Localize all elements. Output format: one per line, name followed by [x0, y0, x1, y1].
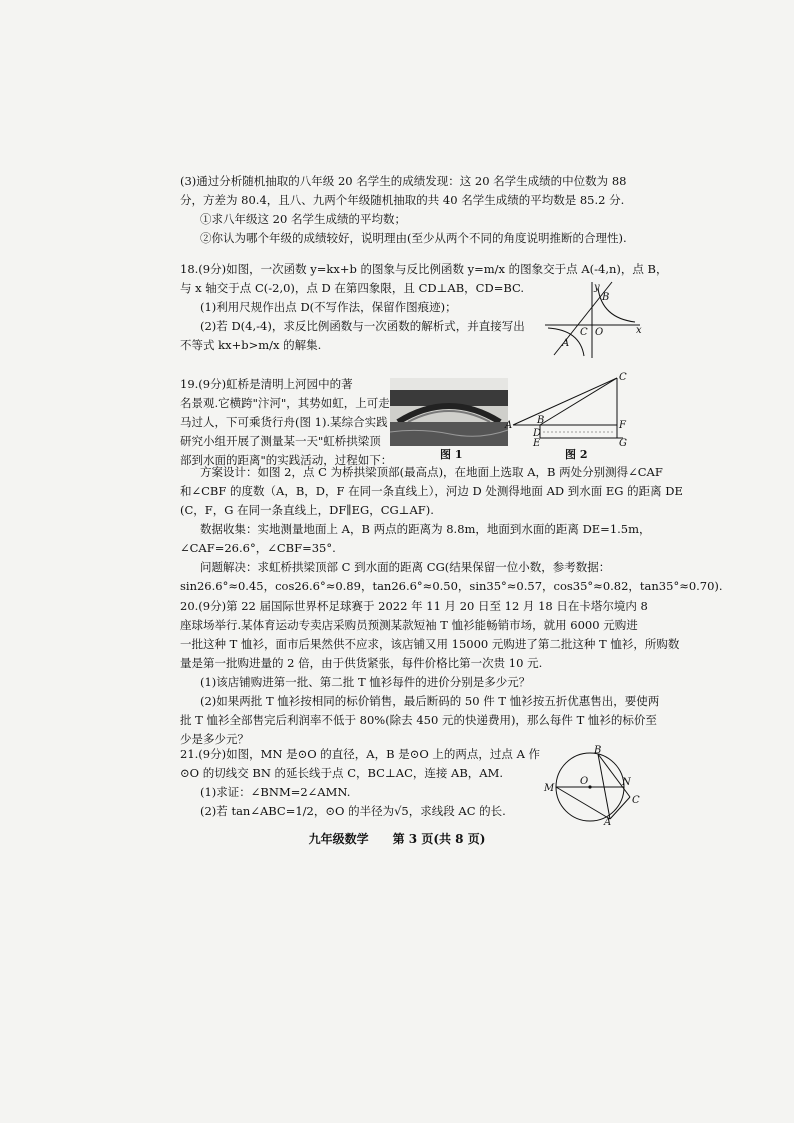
q19-label-b: B [537, 415, 545, 426]
q21-line-1: 21.(9分)如图，MN 是⊙O 的直径，A，B 是⊙O 上的两点，过点 A 作 [180, 747, 541, 761]
q19-full-line-3: (C，F，G 在同一条直线上，DF∥EG，CG⊥AF). [180, 503, 434, 517]
q19-full-line-6: 问题解决：求虹桥拱梁顶部 C 到水面的距离 CG(结果保留一位小数，参考数据： [200, 560, 611, 574]
q18-line-2: 与 x 轴交于点 C(-2,0)，点 D 在第四象限，且 CD⊥AB，CD=BC. [180, 281, 525, 295]
q20-line-2: 座球场举行.某体育运动专卖店采购员预测某款短袖 T 恤衫能畅销市场，就用 6000 元购进 [180, 618, 638, 632]
q19-label-d: D [533, 428, 542, 439]
q19-full-line-4: 数据收集：实地测量地面上 A，B 两点的距离为 8.8m，地面到水面的距离 DE=1.5m， [200, 522, 651, 536]
question-19-intro [180, 375, 393, 470]
q21-label-n: N [622, 777, 631, 788]
q19-label-c: C [619, 372, 627, 383]
q19-triangle-figure [505, 370, 635, 450]
bridge-photo-figure [390, 378, 508, 446]
q19-line-5: 部到水面的距离"的实践活动，过程如下： [180, 453, 393, 467]
q18-label-c: C [580, 327, 588, 338]
q18-line-3: (1)利用尺规作出点 D(不写作法，保留作图痕迹)； [200, 300, 457, 314]
q19-label-a: A [505, 420, 513, 431]
q18-label-o: O [595, 327, 604, 338]
q18-label-b: B [602, 292, 610, 303]
q21-label-b: B [594, 745, 602, 756]
question-21 [180, 745, 545, 821]
q21-line-2: ⊙O 的切线交 BN 的延长线于点 C，BC⊥AC，连接 AB，AM. [180, 766, 504, 780]
q20-line-4: 量是第一批购进量的 2 倍，由于供货紧张，每件价格比第一次贵 10 元. [180, 656, 543, 670]
q17-line-3: ①求八年级这 20 名学生成绩的平均数； [200, 212, 406, 226]
q21-circle-figure [540, 745, 640, 828]
q20-line-7: 批 T 恤衫全部售完后利润率不低于 80%(除去 450 元的快递费用)，那么每件 T 恤衫的标价至 [180, 713, 657, 727]
q18-line-5: 不等式 kx+b>m/x 的解集. [180, 338, 322, 352]
q19-full-line-5: ∠CAF=26.6°，∠CBF=35°. [180, 541, 336, 555]
question-19-body [180, 463, 723, 596]
q19-line-4: 研究小组开展了测量某一天"虹桥拱梁顶 [180, 434, 381, 448]
question-17-part3 [180, 172, 625, 248]
q17-line-4: ②你认为哪个年级的成绩较好，说明理由(至少从两个不同的角度说明推断的合理性). [200, 231, 627, 245]
q18-line-4: (2)若 D(4,-4)，求反比例函数与一次函数的解析式，并直接写出 [200, 319, 525, 333]
question-20 [180, 597, 680, 749]
q19-label-g: G [619, 438, 627, 449]
q19-line-1: 19.(9分)虹桥是清明上河园中的著 [180, 377, 353, 391]
q20-line-1: 20.(9分)第 22 届国际世界杯足球赛于 2022 年 11 月 20 日至 12 月 18 日在卡塔尔境内 8 [180, 599, 648, 613]
figure-1-caption: 图 1 [440, 448, 463, 461]
q21-label-m: M [544, 783, 555, 794]
q20-line-6: (2)如果两批 T 恤衫按相同的标价销售，最后断码的 50 件 T 恤衫按五折优惠售出，要使两 [200, 694, 660, 708]
q20-line-5: (1)该店铺购进第一批、第二批 T 恤衫每件的进价分别是多少元？ [200, 675, 531, 689]
q21-label-c: C [632, 795, 640, 806]
q21-line-4: (2)若 tan∠ABC=1/2，⊙O 的半径为√5，求线段 AC 的长. [200, 804, 506, 818]
q21-label-a: A [604, 817, 612, 828]
q19-label-e: E [533, 438, 541, 449]
q17-line-1: (3)通过分析随机抽取的八年级 20 名学生的成绩发现：这 20 名学生成绩的中位数为 88 [180, 174, 627, 188]
q19-line-2: 名景观.它横跨"汴河"，其势如虹，上可走 [180, 396, 390, 410]
page-footer: 九年级数学 第 3 页(共 8 页) [308, 832, 486, 846]
q21-label-o: O [580, 776, 589, 787]
q19-full-line-2: 和∠CBF 的度数（A，B，D，F 在同一条直线上），河边 D 处测得地面 AD 到水面 EG 的距离 DE [180, 484, 683, 498]
q18-label-x: x [636, 325, 642, 336]
q21-line-3: (1)求证：∠BNM=2∠AMN. [200, 785, 351, 799]
q19-full-line-1: 方案设计：如图 2，点 C 为桥拱梁顶部(最高点)，在地面上选取 A，B 两处分别测得∠CAF [200, 465, 663, 479]
q19-label-f: F [619, 420, 626, 431]
q20-line-8: 少是多少元？ [180, 732, 249, 746]
q18-label-a: A [562, 338, 570, 349]
q19-line-3: 马过人，下可乘货行舟(图 1).某综合实践 [180, 415, 388, 429]
q17-line-2: 分，方差为 80.4，且八、九两个年级随机抽取的共 40 名学生成绩的平均数是 85.2 分. [180, 193, 625, 207]
q19-full-line-7: sin26.6°≈0.45，cos26.6°≈0.89，tan26.6°≈0.50，sin35°≈0.57，cos35°≈0.82，tan35°≈0.70). [180, 579, 723, 593]
q20-line-3: 一批这种 T 恤衫，面市后果然供不应求，该店铺又用 15000 元购进了第二批这种 T 恤衫，所购数 [180, 637, 680, 651]
figure-2-caption: 图 2 [565, 448, 588, 461]
q18-line-1: 18.(9分)如图，一次函数 y=kx+b 的图象与反比例函数 y=m/x 的图象交于点 A(-4,n)，点 B， [180, 262, 668, 276]
q18-graph-figure [540, 280, 645, 360]
q18-label-y: y [594, 282, 600, 293]
